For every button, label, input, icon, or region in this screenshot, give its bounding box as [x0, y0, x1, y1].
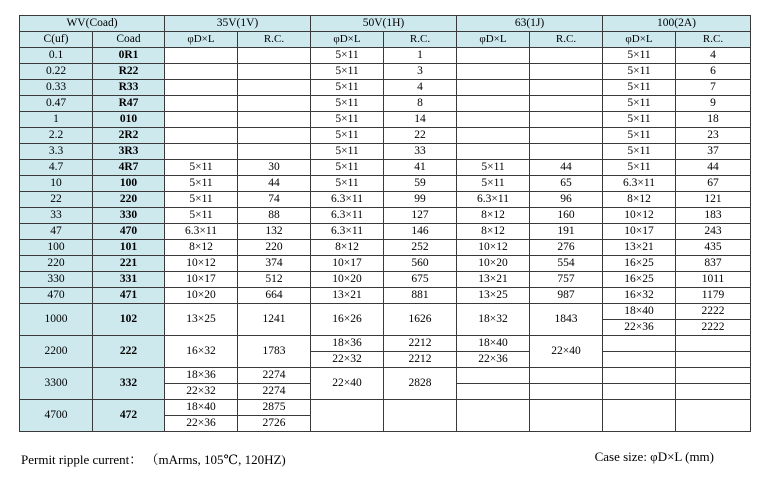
ripple-cell: 1179 [676, 288, 751, 304]
empty-cell [530, 96, 603, 112]
capacitance-cell: 220 [20, 256, 93, 272]
case-size-cell: 6.3×11 [311, 192, 384, 208]
case-size-cell: 8×12 [603, 192, 676, 208]
case-size-cell: 10×17 [165, 272, 238, 288]
capacitance-cell: 0.47 [20, 96, 93, 112]
code-cell: 330 [93, 208, 165, 224]
empty-cell [457, 384, 530, 400]
empty-cell [603, 368, 676, 384]
case-size-cell: 6.3×11 [165, 224, 238, 240]
code-cell: 0R1 [93, 48, 165, 64]
empty-cell [165, 144, 238, 160]
empty-cell [238, 80, 311, 96]
ripple-cell: 675 [384, 272, 457, 288]
case-size-cell: 16×25 [603, 256, 676, 272]
table-row [20, 240, 751, 256]
empty-cell [457, 64, 530, 80]
table-row [20, 96, 751, 112]
case-size-cell: 5×11 [603, 160, 676, 176]
table-row [20, 272, 751, 288]
table-row [20, 368, 751, 384]
column-header-row [20, 32, 751, 48]
voltage-50v-header: 50V(1H) [311, 16, 457, 32]
ripple-cell: 88 [238, 208, 311, 224]
case-size-cell: 13×21 [603, 240, 676, 256]
empty-cell [676, 384, 751, 400]
case-size-cell: 10×12 [457, 240, 530, 256]
capacitance-cell: 470 [20, 288, 93, 304]
case-size-cell: 22×40 [311, 368, 384, 400]
code-cell: 472 [93, 400, 165, 432]
case-size-cell: 8×12 [311, 240, 384, 256]
case-size-cell: 5×11 [165, 208, 238, 224]
capacitance-cell: 0.33 [20, 80, 93, 96]
code-cell: 222 [93, 336, 165, 368]
case-size-cell: 16×25 [603, 272, 676, 288]
empty-cell [238, 64, 311, 80]
empty-cell [457, 144, 530, 160]
size-header: φD×L [311, 32, 384, 48]
ripple-cell: 132 [238, 224, 311, 240]
capacitance-cell: 0.1 [20, 48, 93, 64]
code-cell: 470 [93, 224, 165, 240]
ripple-cell: 252 [384, 240, 457, 256]
code-cell: 221 [93, 256, 165, 272]
case-size-cell: 13×25 [165, 304, 238, 336]
table-row [20, 80, 751, 96]
case-size-cell: 16×26 [311, 304, 384, 336]
empty-cell [530, 48, 603, 64]
empty-cell [238, 96, 311, 112]
capacitance-cell: 1 [20, 112, 93, 128]
code-cell: 101 [93, 240, 165, 256]
code-cell: 3R3 [93, 144, 165, 160]
case-size-cell: 5×11 [457, 176, 530, 192]
ripple-cell: 44 [238, 176, 311, 192]
size-header: φD×L [457, 32, 530, 48]
ripple-cell: 4 [384, 80, 457, 96]
ripple-cell: 127 [384, 208, 457, 224]
capacitance-cell: 4700 [20, 400, 93, 432]
capacitance-cell: 2200 [20, 336, 93, 368]
table-row [20, 400, 751, 416]
capacitance-cell: 10 [20, 176, 93, 192]
empty-cell [238, 112, 311, 128]
case-size-cell: 13×25 [457, 288, 530, 304]
capacitance-cell: 3300 [20, 368, 93, 400]
empty-cell [384, 400, 457, 432]
case-size-cell: 5×11 [603, 64, 676, 80]
case-size-cell: 10×17 [311, 256, 384, 272]
case-size-cell: 5×11 [311, 64, 384, 80]
empty-cell [457, 96, 530, 112]
rc-header: R.C. [530, 32, 603, 48]
ripple-cell: 96 [530, 192, 603, 208]
ripple-cell: 881 [384, 288, 457, 304]
ripple-cell: 23 [676, 128, 751, 144]
table-row [20, 48, 751, 64]
ripple-cell: 2875 [238, 400, 311, 416]
case-size-cell: 22×32 [311, 352, 384, 368]
empty-cell [530, 80, 603, 96]
ripple-cell: 67 [676, 176, 751, 192]
ripple-cell: 14 [384, 112, 457, 128]
ripple-cell: 99 [384, 192, 457, 208]
empty-cell [530, 112, 603, 128]
case-size-cell: 5×11 [457, 160, 530, 176]
ripple-cell: 512 [238, 272, 311, 288]
ripple-cell: 2222 [676, 304, 751, 320]
rc-header: R.C. [676, 32, 751, 48]
empty-cell [165, 112, 238, 128]
empty-cell [165, 128, 238, 144]
case-size-cell: 6.3×11 [457, 192, 530, 208]
table-row [20, 160, 751, 176]
case-size-cell: 5×11 [603, 96, 676, 112]
ripple-cell: 220 [238, 240, 311, 256]
ripple-cell: 2274 [238, 368, 311, 384]
empty-cell [530, 128, 603, 144]
ripple-cell: 37 [676, 144, 751, 160]
case-size-cell: 6.3×11 [603, 176, 676, 192]
case-size-cell: 16×32 [165, 336, 238, 368]
empty-cell [530, 64, 603, 80]
case-size-cell: 13×21 [457, 272, 530, 288]
rc-header: R.C. [238, 32, 311, 48]
ripple-cell: 7 [676, 80, 751, 96]
case-size-cell: 8×12 [165, 240, 238, 256]
case-size-cell: 5×11 [311, 80, 384, 96]
code-cell: 102 [93, 304, 165, 336]
ripple-cell: 74 [238, 192, 311, 208]
case-size-cell: 18×40 [165, 400, 238, 416]
case-size-cell: 8×12 [457, 208, 530, 224]
case-size-cell: 6.3×11 [311, 208, 384, 224]
capacitance-cell: 47 [20, 224, 93, 240]
case-size-cell: 5×11 [311, 160, 384, 176]
ripple-cell: 1843 [530, 304, 603, 336]
capacitor-spec-table [19, 15, 751, 432]
capacitance-cell: 1000 [20, 304, 93, 336]
empty-cell [238, 144, 311, 160]
code-cell: 471 [93, 288, 165, 304]
ripple-cell: 191 [530, 224, 603, 240]
empty-cell [676, 336, 751, 352]
ripple-cell: 4 [676, 48, 751, 64]
empty-cell [530, 400, 603, 432]
case-size-cell: 5×11 [603, 48, 676, 64]
code-cell: 220 [93, 192, 165, 208]
table-row [20, 256, 751, 272]
ripple-cell: 2212 [384, 336, 457, 352]
case-size-cell: 22×40 [530, 336, 603, 368]
empty-cell [457, 48, 530, 64]
ripple-current-note: Permit ripple current： （mArms, 105℃, 120HZ) [21, 452, 286, 467]
voltage-100v-header: 100(2A) [603, 16, 751, 32]
case-size-cell: 5×11 [165, 192, 238, 208]
empty-cell [603, 384, 676, 400]
ripple-cell: 183 [676, 208, 751, 224]
empty-cell [530, 144, 603, 160]
size-header: φD×L [165, 32, 238, 48]
case-size-cell: 10×17 [603, 224, 676, 240]
table-row [20, 192, 751, 208]
ripple-cell: 276 [530, 240, 603, 256]
table-row [20, 304, 751, 320]
case-size-cell: 6.3×11 [311, 224, 384, 240]
ripple-cell: 22 [384, 128, 457, 144]
code-cell: 4R7 [93, 160, 165, 176]
case-size-cell: 5×11 [311, 144, 384, 160]
table-row [20, 144, 751, 160]
ripple-cell: 243 [676, 224, 751, 240]
ripple-cell: 837 [676, 256, 751, 272]
ripple-cell: 374 [238, 256, 311, 272]
code-cell: 331 [93, 272, 165, 288]
ripple-cell: 146 [384, 224, 457, 240]
capacitance-cell: 2.2 [20, 128, 93, 144]
ripple-cell: 59 [384, 176, 457, 192]
ripple-cell: 30 [238, 160, 311, 176]
empty-cell [676, 368, 751, 384]
case-size-cell: 5×11 [311, 128, 384, 144]
capacitance-cell: 330 [20, 272, 93, 288]
empty-cell [238, 128, 311, 144]
case-size-note: Case size: φD×L (mm) [594, 449, 714, 464]
ripple-cell: 44 [676, 160, 751, 176]
voltage-35v-header: 35V(1V) [165, 16, 311, 32]
empty-cell [457, 80, 530, 96]
empty-cell [457, 400, 530, 432]
empty-cell [457, 112, 530, 128]
empty-cell [238, 48, 311, 64]
empty-cell [457, 368, 530, 384]
ripple-cell: 2212 [384, 352, 457, 368]
case-size-cell: 10×20 [457, 256, 530, 272]
table-row [20, 176, 751, 192]
empty-cell [457, 128, 530, 144]
size-header: φD×L [603, 32, 676, 48]
ripple-cell: 44 [530, 160, 603, 176]
case-size-cell: 5×11 [603, 112, 676, 128]
code-cell: R47 [93, 96, 165, 112]
case-size-cell: 5×11 [603, 128, 676, 144]
case-size-cell: 5×11 [311, 48, 384, 64]
case-size-cell: 18×36 [165, 368, 238, 384]
ripple-cell: 2222 [676, 320, 751, 336]
ripple-cell: 664 [238, 288, 311, 304]
empty-cell [676, 352, 751, 368]
case-size-cell: 13×21 [311, 288, 384, 304]
capacitance-cell: 4.7 [20, 160, 93, 176]
capacitance-cell: 22 [20, 192, 93, 208]
case-size-cell: 18×36 [311, 336, 384, 352]
capacitance-cell: 100 [20, 240, 93, 256]
empty-cell [165, 64, 238, 80]
ripple-cell: 18 [676, 112, 751, 128]
code-cell: 010 [93, 112, 165, 128]
ripple-cell: 2726 [238, 416, 311, 432]
wv-header: WV(Coad) [20, 16, 165, 32]
table-row [20, 128, 751, 144]
voltage-63v-header: 63(1J) [457, 16, 603, 32]
table-row [20, 208, 751, 224]
table-row [20, 64, 751, 80]
ripple-cell: 8 [384, 96, 457, 112]
case-size-cell: 8×12 [457, 224, 530, 240]
case-size-cell: 10×12 [165, 256, 238, 272]
ripple-cell: 560 [384, 256, 457, 272]
capacitance-cell: 0.22 [20, 64, 93, 80]
code-cell: R22 [93, 64, 165, 80]
case-size-cell: 5×11 [603, 80, 676, 96]
case-size-cell: 18×32 [457, 304, 530, 336]
case-size-cell: 18×40 [603, 304, 676, 320]
ripple-cell: 121 [676, 192, 751, 208]
ripple-cell: 41 [384, 160, 457, 176]
empty-cell [165, 96, 238, 112]
ripple-cell: 2274 [238, 384, 311, 400]
capacitance-cell: 3.3 [20, 144, 93, 160]
ripple-cell: 2828 [384, 368, 457, 400]
ripple-cell: 1 [384, 48, 457, 64]
case-size-cell: 22×32 [165, 384, 238, 400]
empty-cell [165, 80, 238, 96]
case-size-cell: 5×11 [603, 144, 676, 160]
cap-header: C(uf) [20, 32, 93, 48]
ripple-cell: 1011 [676, 272, 751, 288]
voltage-header-row [20, 16, 751, 32]
case-size-cell: 5×11 [165, 160, 238, 176]
rc-header: R.C. [384, 32, 457, 48]
empty-cell [530, 368, 603, 384]
ripple-cell: 1626 [384, 304, 457, 336]
ripple-cell: 435 [676, 240, 751, 256]
ripple-cell: 1783 [238, 336, 311, 368]
empty-cell [311, 400, 384, 432]
empty-cell [603, 336, 676, 352]
ripple-cell: 65 [530, 176, 603, 192]
ripple-cell: 33 [384, 144, 457, 160]
case-size-cell: 10×20 [165, 288, 238, 304]
empty-cell [165, 48, 238, 64]
code-cell: 332 [93, 368, 165, 400]
case-size-cell: 5×11 [311, 176, 384, 192]
case-size-cell: 22×36 [603, 320, 676, 336]
case-size-cell: 16×32 [603, 288, 676, 304]
capacitance-cell: 33 [20, 208, 93, 224]
case-size-cell: 5×11 [311, 96, 384, 112]
table-row [20, 112, 751, 128]
ripple-cell: 757 [530, 272, 603, 288]
ripple-cell: 160 [530, 208, 603, 224]
case-size-cell: 22×36 [165, 416, 238, 432]
ripple-cell: 6 [676, 64, 751, 80]
ripple-cell: 1241 [238, 304, 311, 336]
ripple-cell: 987 [530, 288, 603, 304]
table-row [20, 336, 751, 352]
code-cell: R33 [93, 80, 165, 96]
case-size-cell: 10×20 [311, 272, 384, 288]
empty-cell [603, 400, 676, 432]
case-size-cell: 18×40 [457, 336, 530, 352]
ripple-cell: 9 [676, 96, 751, 112]
case-size-cell: 5×11 [311, 112, 384, 128]
empty-cell [603, 352, 676, 368]
case-size-cell: 5×11 [165, 176, 238, 192]
code-header: Coad [93, 32, 165, 48]
code-cell: 100 [93, 176, 165, 192]
table-row [20, 288, 751, 304]
code-cell: 2R2 [93, 128, 165, 144]
case-size-cell: 22×36 [457, 352, 530, 368]
table-row [20, 224, 751, 240]
case-size-cell: 10×12 [603, 208, 676, 224]
ripple-cell: 554 [530, 256, 603, 272]
ripple-cell: 3 [384, 64, 457, 80]
empty-cell [530, 384, 603, 400]
empty-cell [676, 400, 751, 432]
